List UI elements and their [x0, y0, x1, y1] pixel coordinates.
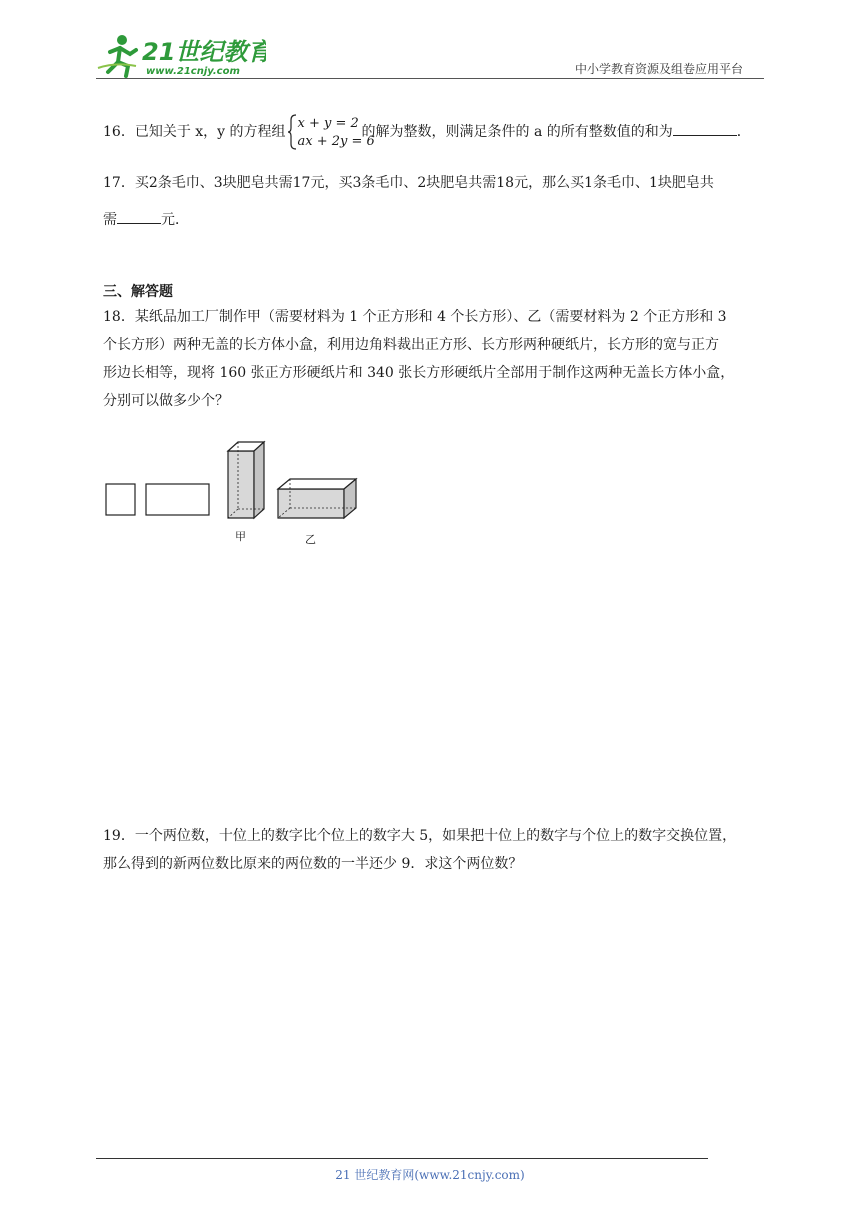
rectangle-piece — [146, 484, 209, 515]
equation-2: ax + 2y = 6 — [297, 134, 375, 149]
question-17-line-1: 17．买2条毛巾、3块肥皂共需17元，买3条毛巾、2块肥皂共需18元，那么买1条毛巾、1块肥皂共 — [103, 175, 714, 191]
q18-line: 形边长相等，现将 160 张正方形硬纸片和 340 张长方形硬纸片全部用于制作这两种无盖长方体小盒， — [103, 365, 735, 381]
q16-suffix: 的解为整数，则满足条件的 a 的所有整数值的和为 — [361, 124, 673, 140]
footer-divider — [96, 1158, 708, 1159]
section-title: 三、解答题 — [103, 284, 173, 300]
runner-logo-icon — [96, 32, 266, 78]
footer-link[interactable]: 21 世纪教育网(www.21cnjy.com) — [335, 1168, 525, 1182]
q19-line: 那么得到的新两位数比原来的两位数的一半还少 9．求这个两位数？ — [103, 856, 523, 872]
platform-name: 中小学教育资源及组卷应用平台 — [575, 62, 744, 76]
q17-line2-suffix: 元． — [161, 212, 189, 228]
label-jia: 甲 — [235, 530, 246, 543]
logo-text: 21世纪教育 — [142, 38, 266, 66]
box-figure — [100, 436, 370, 548]
q16-end: ． — [736, 124, 751, 140]
box-jia — [228, 442, 264, 518]
q19-line: 19．一个两位数，十位上的数字比个位上的数字大 5，如果把十位上的数字与个位上的数字交换位置， — [103, 828, 737, 844]
equation-system — [288, 114, 375, 150]
q18-line: 分别可以做多少个？ — [103, 393, 229, 409]
square-piece — [106, 484, 135, 515]
q17-line2-prefix: 需 — [103, 212, 117, 228]
q18-line: 个长方形）两种无盖的长方体小盒，利用边角料裁出正方形、长方形两种硬纸片，长方形的宽与正方 — [103, 337, 719, 353]
label-yi: 乙 — [305, 533, 316, 546]
question-18 — [103, 303, 773, 415]
answer-blank-16[interactable] — [673, 121, 737, 136]
answer-blank-17[interactable] — [117, 209, 161, 224]
question-19 — [103, 822, 773, 878]
question-17-line-2 — [103, 209, 189, 230]
header-divider — [96, 78, 764, 79]
q18-line: 18．某纸品加工厂制作甲（需要材料为 1 个正方形和 4 个长方形）、乙（需要材料为 2 个正方形和 3 — [103, 309, 727, 325]
left-brace-icon — [288, 114, 298, 150]
question-16 — [103, 114, 751, 150]
logo-url: www.21cnjy.com — [146, 66, 240, 77]
equation-1: x + y = 2 — [297, 116, 359, 131]
box-yi — [278, 479, 356, 518]
site-logo — [96, 32, 266, 78]
q16-prefix: 16．已知关于 x，y 的方程组 — [103, 124, 286, 140]
